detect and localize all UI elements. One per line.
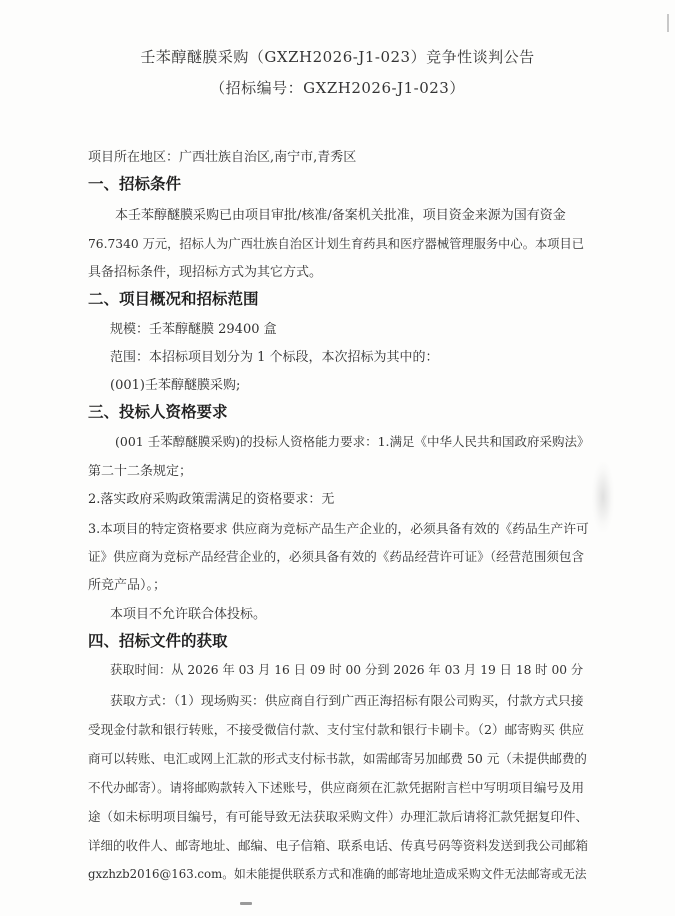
scan-edge-mark bbox=[667, 14, 669, 32]
scan-smudge bbox=[592, 462, 614, 532]
section-2-line-2: 范围：本招标项目划分为 1 个标段，本次招标为其中的： bbox=[110, 350, 439, 365]
project-location: 项目所在地区：广西壮族自治区,南宁市,青秀区 bbox=[88, 150, 357, 165]
section-4-line-3: 受现金付款和银行转账，不接受微信付款、支付宝付款和银行卡刷卡。（2）邮寄购买 供应 bbox=[88, 722, 584, 737]
section-2-line-3: (001)壬苯醇醚膜采购; bbox=[110, 378, 241, 393]
section-heading-4: 四、招标文件的获取 bbox=[88, 632, 228, 650]
section-4-line-5: 不代办邮寄）。请将邮购款转入下述账号，供应商须在汇款凭据附言栏中写明项目编号及用 bbox=[88, 780, 584, 795]
document-subtitle: （招标编号：GXZH2026-J1-023） bbox=[210, 79, 465, 97]
section-3-line-7: 本项目不允许联合体投标。 bbox=[110, 607, 267, 622]
section-4-line-1: 获取时间：从 2026 年 03 月 16 日 09 时 00 分到 2026 年 03 月 19 日 18 时 00 分 bbox=[110, 663, 584, 677]
section-heading-2: 二、项目概况和招标范围 bbox=[88, 290, 259, 308]
section-3-line-6: 所竞产品）。； bbox=[88, 578, 167, 593]
section-2-line-1: 规模：壬苯醇醚膜 29400 盒 bbox=[110, 322, 277, 337]
section-3-line-5: 证》供应商为竞标产品经营企业的，必须具备有效的《药品经营许可证》（经营范围须包含 bbox=[88, 549, 584, 564]
scan-footer-mark bbox=[240, 902, 252, 905]
section-1-line-1: 本壬苯醇醚膜采购已由项目审批/核准/备案机关批准，项目资金来源为国有资金 bbox=[115, 208, 566, 223]
section-3-line-2: 第二十二条规定； bbox=[88, 464, 193, 479]
section-4-line-4: 商可以转账、电汇或网上汇款的形式支付标书款，如需邮寄另加邮费 50 元（未提供邮费的 bbox=[88, 751, 587, 766]
section-1-line-2: 76.7340 万元，招标人为广西壮族自治区计划生育药具和医疗器械管理服务中心。本项目已 bbox=[88, 237, 584, 251]
section-4-line-2: 获取方式：（1）现场购买：供应商自行到广西正海招标有限公司购买，付款方式只接 bbox=[110, 694, 584, 709]
section-4-line-7: 详细的收件人、邮寄地址、邮编、电子信箱、联系电话、传真号码等资料发送到我公司邮箱 bbox=[88, 838, 589, 853]
section-heading-3: 三、投标人资格要求 bbox=[88, 403, 228, 421]
section-3-line-4: 3.本项目的特定资格要求 供应商为竞标产品生产企业的，必须具备有效的《药品生产许可 bbox=[88, 522, 589, 537]
section-1-line-3: 具备招标条件，现招标方式为其它方式。 bbox=[88, 265, 323, 280]
document-title: 壬苯醇醚膜采购（GXZH2026-J1-023）竞争性谈判公告 bbox=[140, 48, 535, 66]
section-4-line-8: gxzhzb2016@163.com。如未能提供联系方式和准确的邮寄地址造成采购文件无法邮寄或无法 bbox=[88, 867, 587, 881]
section-4-line-6: 途（如未标明项目编号，有可能导致无法获取采购文件）办理汇款后请将汇款凭据复印件、 bbox=[88, 809, 589, 824]
section-heading-1: 一、招标条件 bbox=[88, 175, 182, 193]
section-3-line-3: 2.落实政府采购政策需满足的资格要求：无 bbox=[88, 492, 335, 507]
section-3-line-1: (001 壬苯醇醚膜采购)的投标人资格能力要求：1.满足《中华人民共和国政府采购法》 bbox=[115, 434, 590, 449]
